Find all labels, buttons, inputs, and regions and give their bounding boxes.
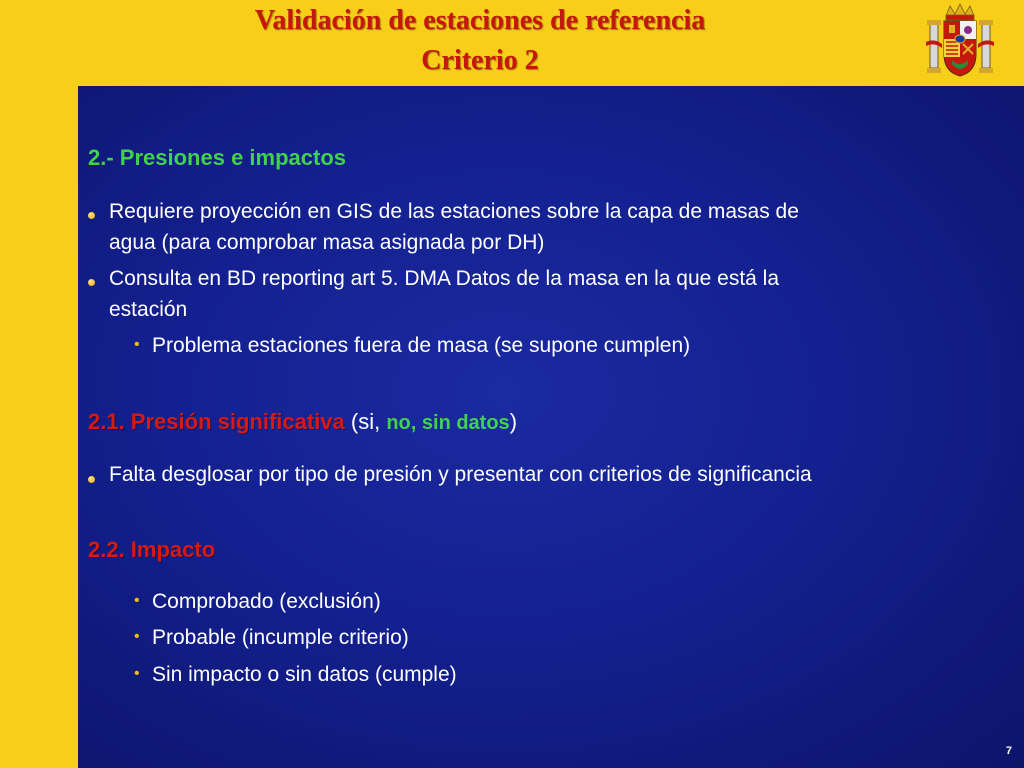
bullet-text-bd-line2: estación [109,298,188,321]
sub-bullet-text-comprobado: Comprobado (exclusión) [152,590,381,613]
sub-bullet-text-probable: Probable (incumple criterio) [152,626,409,649]
slide-title-line1: Validación de estaciones de referencia [254,5,706,36]
bullet-text-gis-line2: agua (para comprobar masa asignada por DH) [109,231,545,254]
slide-title-line2: Criterio 2 [421,45,539,76]
section-heading-presion-significativa [88,408,517,437]
options-close: ) [509,409,518,434]
bullet-text-falta-desglosar: Falta desglosar por tipo de presión y presentar con criterios de significancia [109,463,812,486]
options-green: no, sin datos [386,412,510,434]
coat-of-arms-icon [924,2,996,80]
bullet-text-bd-line1: Consulta en BD reporting art 5. DMA Datos de la masa en la que está la [109,267,780,290]
options-open: (si, [344,409,387,434]
small-dot-icon: • [134,336,140,353]
round-bullet-icon [88,212,95,219]
small-dot-icon: • [134,592,140,609]
page-number: 7 [1005,745,1012,757]
round-bullet-icon [88,279,95,286]
bullet-text-gis-line1: Requiere proyección en GIS de las estaciones sobre la capa de masas de [109,200,799,223]
small-dot-icon: • [134,628,140,645]
section-heading-presiones: 2.- Presiones e impactos [88,145,346,170]
section-heading-label: 2.1. Presión significativa [88,409,345,434]
small-dot-icon: • [134,665,140,682]
sub-bullet-text-problema: Problema estaciones fuera de masa (se supone cumplen) [152,334,691,357]
section-heading-impacto: 2.2. Impacto [88,537,216,562]
slide-header [0,0,1024,86]
round-bullet-icon [88,476,95,483]
sub-bullet-text-sin-impacto: Sin impacto o sin datos (cumple) [152,663,457,686]
